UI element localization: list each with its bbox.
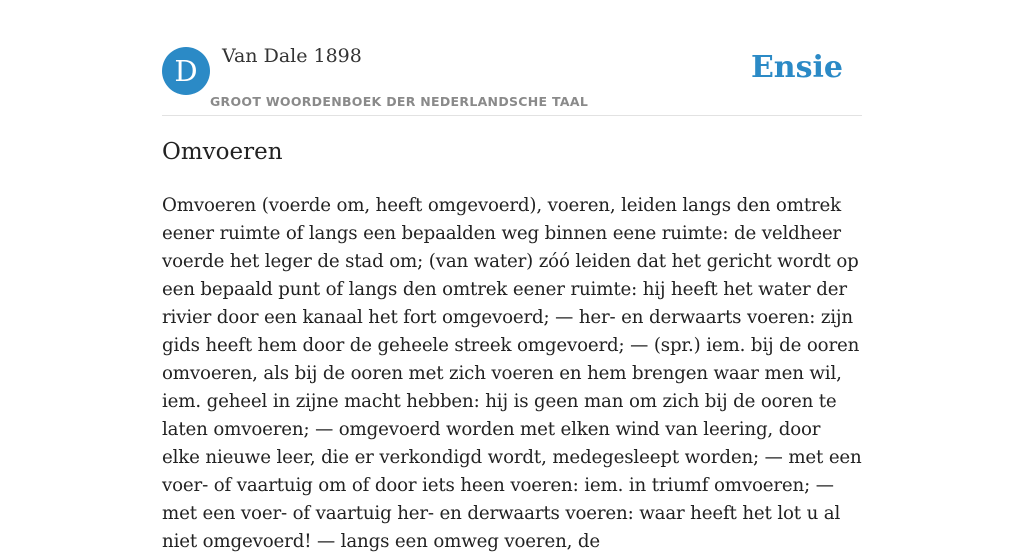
- entry-card: [162, 0, 862, 552]
- ensie-logo[interactable]: Ensie: [750, 50, 843, 85]
- entry-title: Omvoeren: [162, 139, 283, 165]
- dictionary-subtitle: GROOT WOORDENBOEK DER NEDERLANDSCHE TAAL: [210, 94, 589, 109]
- dictionary-name[interactable]: Van Dale 1898: [222, 45, 362, 67]
- dictionary-header: [162, 0, 862, 116]
- dictionary-badge[interactable]: D: [162, 47, 210, 95]
- entry-definition: Omvoeren (voerde om, heeft omgevoerd), voeren, leiden langs den omtrek eener ruimte of langs een bepaalden weg binnen eene ruimte: de veldheer voerde het leger de stad om; (van water) zóó leiden dat het gericht wordt op een bepaald punt of langs den omtrek eener ruimte: hij heeft het water der rivier door een kanaal het fort omgevoerd; — her- en derwaarts voeren: zijn gids heeft hem door de geheele streek omgevoerd; — (spr.) iem. bij de ooren omvoeren, als bij de ooren met zich voeren en hem brengen waar men wil, iem. geheel in zijne macht hebben: hij is geen man om zich bij de ooren te laten omvoeren; — omgevoerd worden met elken wind van leering, door elke nieuwe leer, die er verkondigd wordt, medegesleept worden; — met een voer- of vaartuig om of door iets heen voeren: iem. in triumf omvoeren; — met een voer- of vaartuig her- en derwaarts voeren: waar heeft het lot u al niet omgevoerd! — langs een omweg voeren, de: [162, 195, 862, 552]
